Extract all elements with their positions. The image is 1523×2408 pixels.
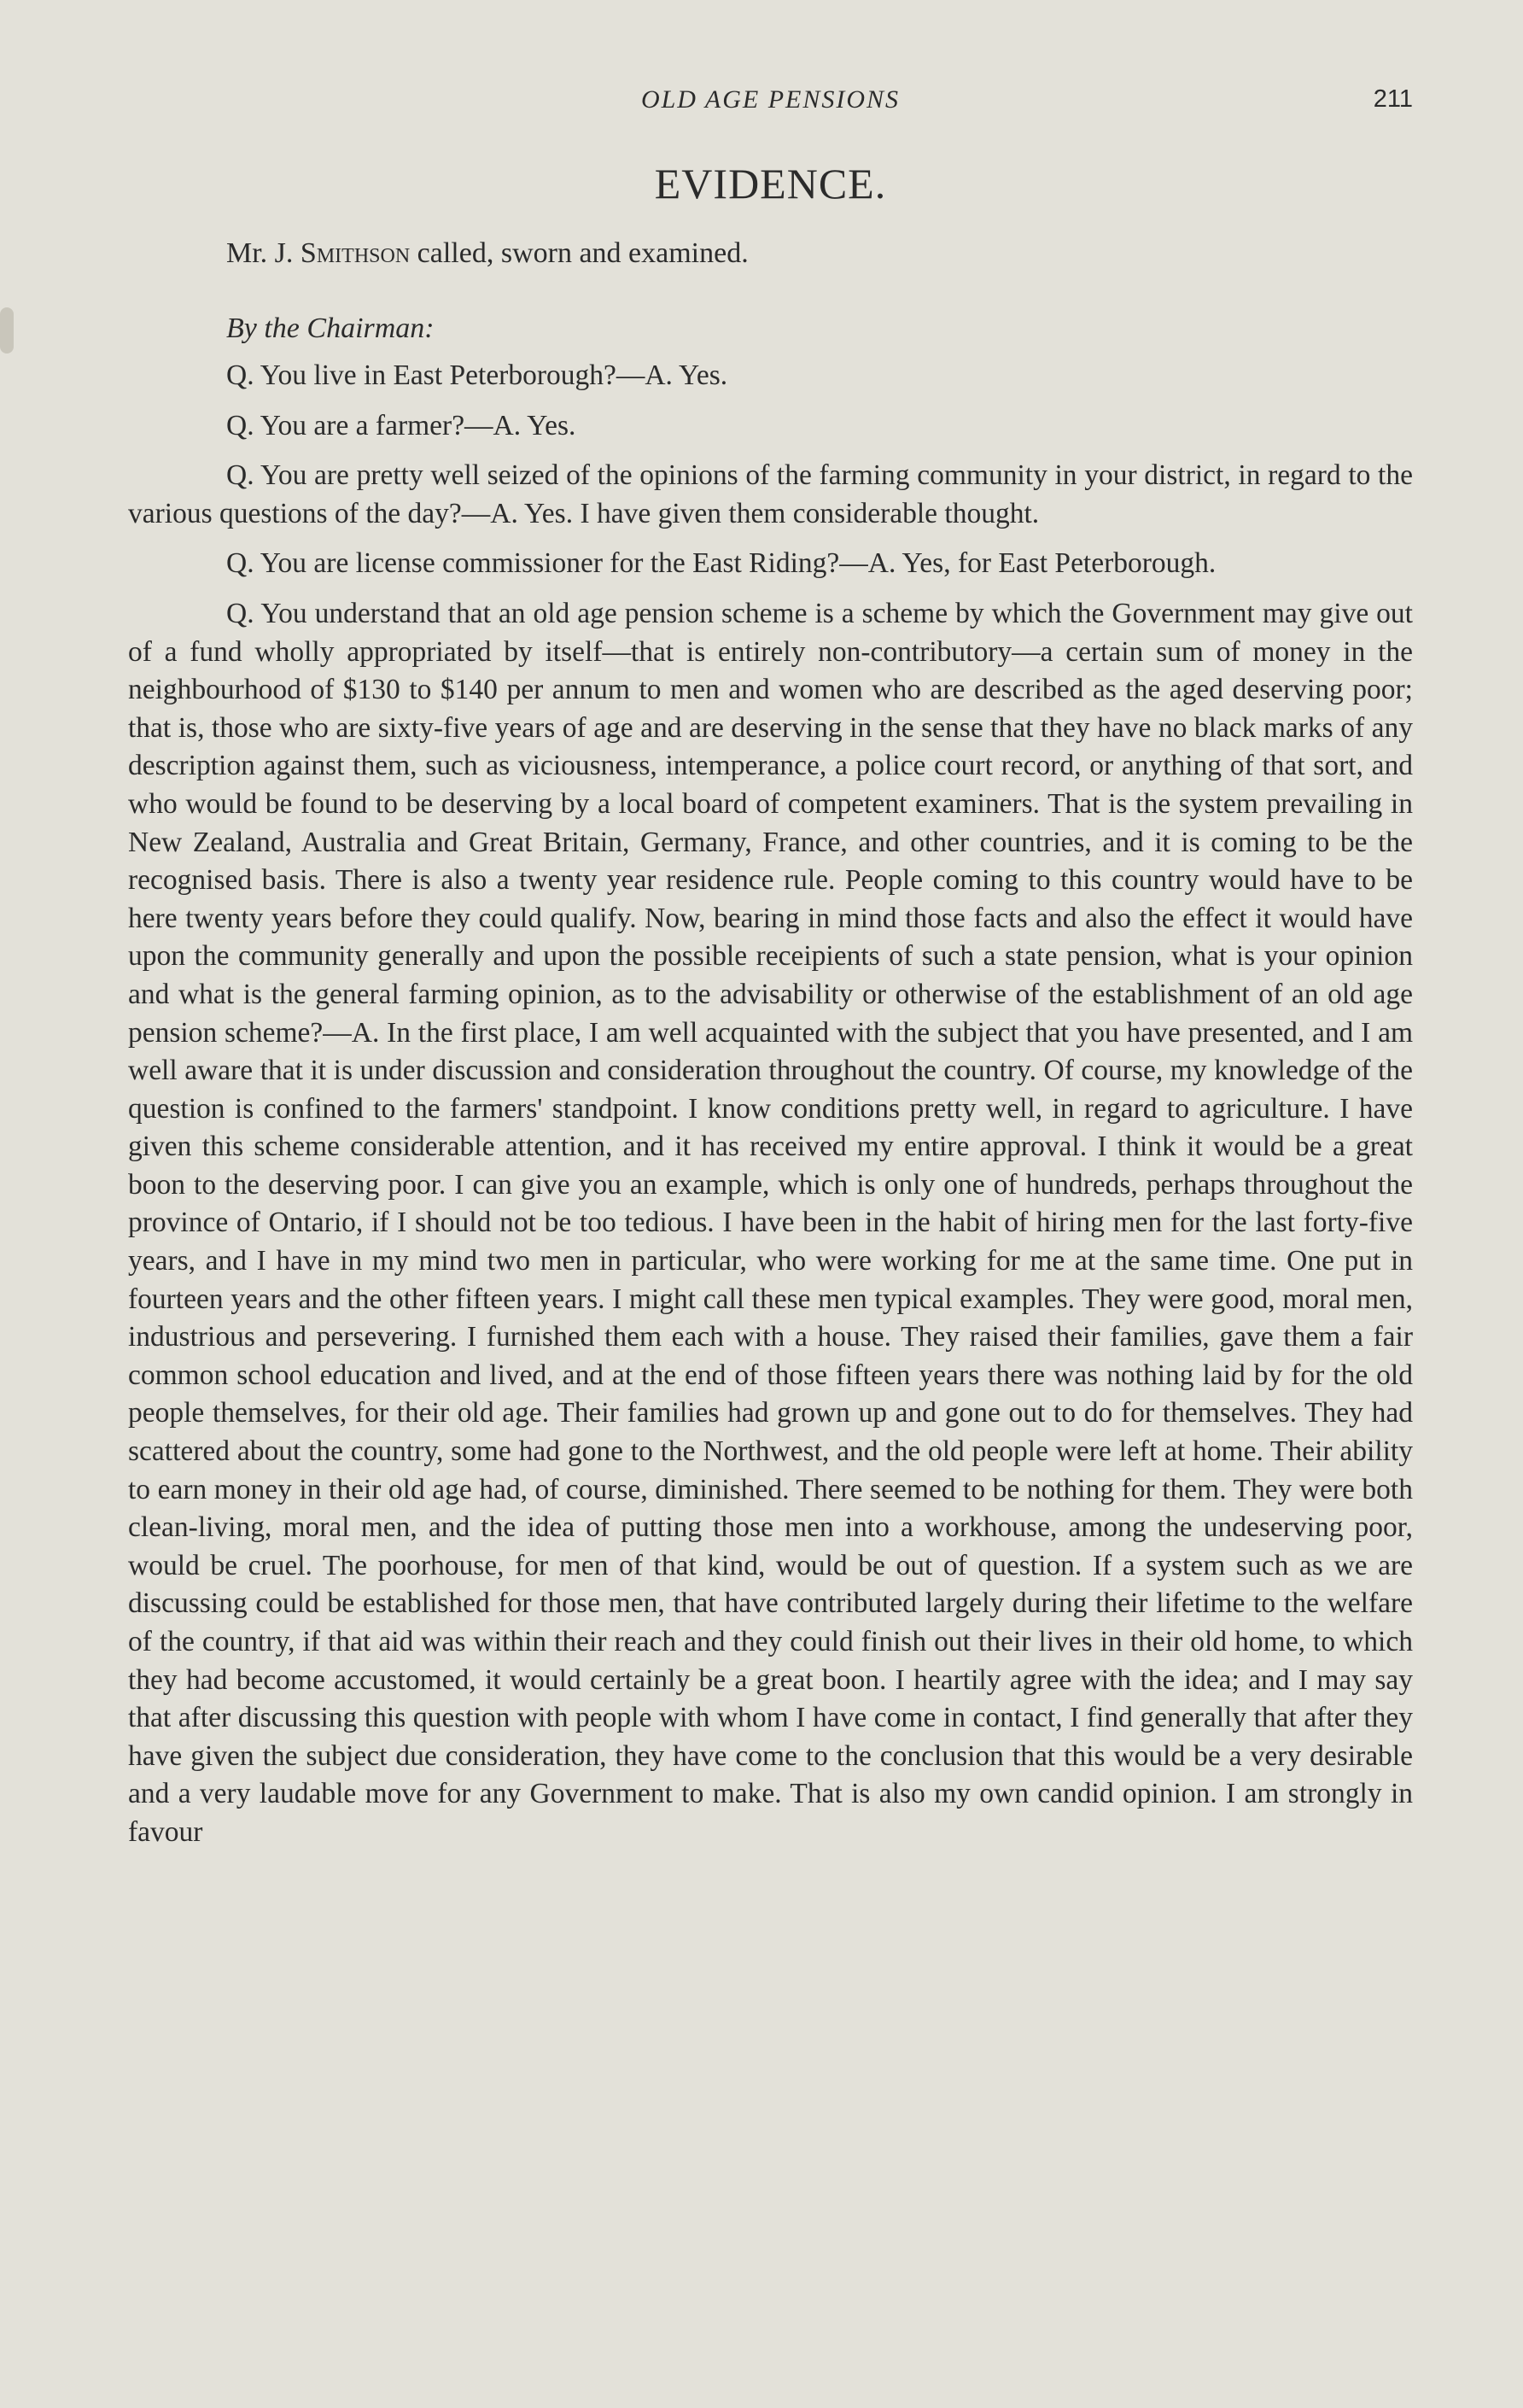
exchange-2: Q. You are a farmer?—A. Yes. bbox=[226, 409, 576, 441]
exchange-3: Q. You are pretty well seized of the opinions of the farming community in your district, in regard to the various questions of the day?—A. Yes. I have given them considerable thought. bbox=[128, 459, 1413, 529]
exchange-1: Q. You live in East Peterborough?—A. Yes. bbox=[226, 359, 728, 391]
exchange-4: Q. You are license commissioner for the East Riding?—A. Yes, for East Peterborough. bbox=[226, 547, 1217, 580]
witness-prefix: Mr. J. bbox=[226, 237, 301, 269]
witness-line bbox=[226, 237, 1413, 270]
running-title: OLD AGE PENSIONS bbox=[640, 85, 901, 114]
page-edge-stain bbox=[0, 307, 14, 354]
page-number: 211 bbox=[1373, 85, 1413, 113]
witness-name: Smithson bbox=[300, 237, 411, 269]
examiner-line: By the Chairman: bbox=[226, 313, 435, 344]
document-page bbox=[128, 85, 1413, 1864]
section-heading: EVIDENCE. bbox=[654, 160, 887, 207]
exchange-5: Q. You understand that an old age pension scheme is a scheme by which the Government may give out of a fund wholly appropriated by itself—that is entirely non-contributory—a certain sum of money in the neighbourhood of $130 to $140 per annum to men and women who are described as the aged deserving poor; that is, those who are sixty-five years of age and are deserving in the sense that they have no black marks of any description against them, such as viciousness, intemperance, a police court record, or anything of that sort, and who would be found to be deserving by a local board of competent examiners. That is the system prevailing in New Zealand, Australia and Great Britain, Germany, France, and other countries, and it is coming to be the recognised basis. There is also a twenty year residence rule. People coming to this country would have to be here twenty years before they could qualify. Now, bearing in mind those facts and also the effect it would have upon the community generally and upon the possible receipients of such a state pension, what is your opinion and what is the general farming opinion, as to the advisability or otherwise of the establishment of an old age pension scheme?—A. In the first place, I am well acquainted with the subject that you have presented, and I am well aware that it is under discussion and consideration throughout the country. Of course, my knowledge of the question is confined to the farmers' standpoint. I know conditions pretty well, in regard to agriculture. I have given this scheme considerable attention, and it has received my entire approval. I think it would be a great boon to the deserving poor. I can give you an example, which is only one of hundreds, perhaps throughout the province of Ontario, if I should not be too tedious. I have been in the habit of hiring men for the last forty-five years, and I have in my mind two men in particular, who were working for me at the same time. One put in fourteen years and the other fifteen years. I might call these men typical examples. They were good, moral men, industrious and persevering. I furnished them each with a house. They raised their families, gave them a fair common school education and lived, and at the end of those fifteen years there was nothing laid by for the old people themselves, for their old age. Their families had grown up and gone out to do for themselves. They had scattered about the country, some had gone to the Northwest, and the old people were left at home. Their ability to earn money in their old age had, of course, diminished. There seemed to be nothing for them. They were both clean-living, moral men, and the idea of putting those men into a workhouse, among the undeserving poor, would be cruel. The poorhouse, for men of that kind, would be out of question. If a system such as we are discussing could be established for those men, that have contributed largely during their lifetime to the welfare of the country, if that aid was within their reach and they could finish out their lives in their old home, to which they had become accustomed, it would certainly be a great boon. I heartily agree with the idea; and I may say that after discussing this question with people with whom I have come in contact, I find generally that after they have given the subject due consideration, they have come to the conclusion that this would be a very desirable and a very laudable move for any Government to make. That is also my own candid opinion. I am strongly in favour bbox=[128, 597, 1413, 1848]
witness-suffix: called, sworn and examined. bbox=[410, 237, 749, 269]
running-header bbox=[128, 85, 1413, 126]
